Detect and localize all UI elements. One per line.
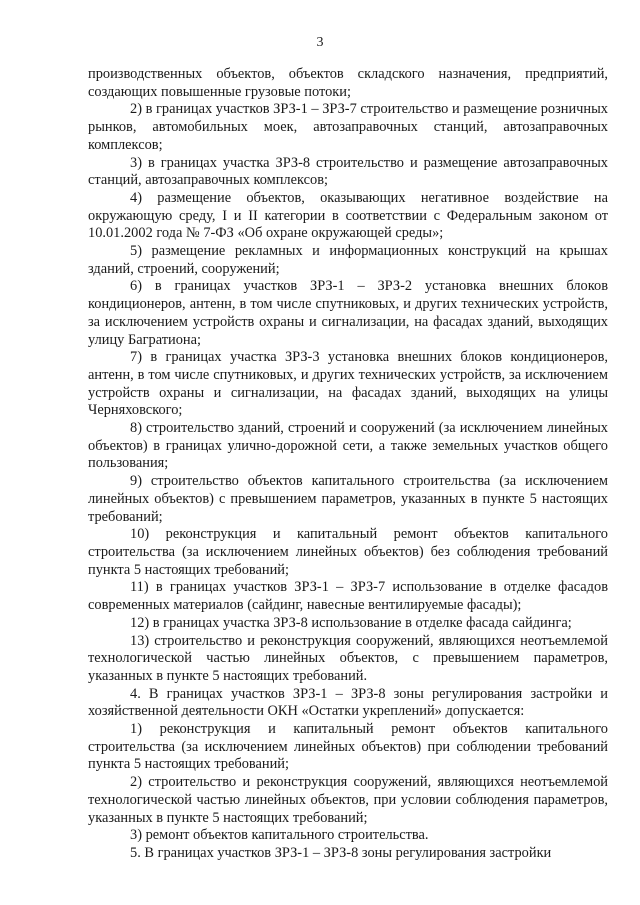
- section-4-item-1: 1) реконструкция и капитальный ремонт объектов капитального строительства (за исключением линейных объектов) при соблюдении требований пункта 5 настоящих требований;: [88, 721, 608, 773]
- paragraph-continuation: производственных объектов, объектов складского назначения, предприятий, создающих повышенные грузовые потоки;: [88, 66, 608, 100]
- list-item-7: 7) в границах участка ЗРЗ-3 установка внешних блоков кондиционеров, антенн, в том числе спутниковых, и других технических устройств, за исключением устройств охраны и сигнализации, на фасадах зданий, выходящих на улицы Черняховского;: [88, 349, 608, 419]
- list-item-4: 4) размещение объектов, оказывающих негативное воздействие на окружающую среду, I и II категории в соответствии с Федеральным законом от 10.01.2002 года № 7-ФЗ «Об охране окружающей среды»;: [88, 189, 608, 242]
- list-item-12: 12) в границах участка ЗРЗ-8 использование в отделке фасада сайдинга;: [130, 614, 572, 631]
- list-item-5: 5) размещение рекламных и информационных конструкций на крышах зданий, строений, сооружений;: [88, 243, 608, 277]
- page-number: 3: [316, 35, 324, 50]
- list-item-8: 8) строительство зданий, строений и сооружений (за исключением линейных объектов) в границах улично-дорожной сети, а также земельных участков общего пользования;: [88, 420, 608, 472]
- list-item-9: 9) строительство объектов капитального строительства (за исключением линейных объектов) с превышением параметров, указанных в пункте 5 настоящих требований;: [88, 473, 608, 525]
- section-4-heading-paragraph: 4. В границах участков ЗРЗ-1 – ЗРЗ-8 зоны регулирования застройки и хозяйственной деятельности ОКН «Остатки укреплений» допускается:: [88, 685, 608, 720]
- document-body: [88, 66, 608, 863]
- section-4-item-3: 3) ремонт объектов капитального строительства.: [130, 827, 429, 844]
- section-5-paragraph: 5. В границах участков ЗРЗ-1 – ЗРЗ-8 зоны регулирования застройки: [130, 844, 552, 861]
- list-item-6: 6) в границах участков ЗРЗ-1 – ЗРЗ-2 установка внешних блоков кондиционеров, антенн, в том числе спутниковых, и других технических устройств, за исключением устройств охраны и сигнализации, на фасадах зданий, выходящих улицу Багратиона;: [88, 278, 608, 348]
- list-item-11: 11) в границах участков ЗРЗ-1 – ЗРЗ-7 использование в отделке фасадов современных материалов (сайдинг, навесные вентилируемые фасады);: [88, 579, 608, 614]
- list-item-13: 13) строительство и реконструкция сооружений, являющихся неотъемлемой технологической частью линейных объектов, с превышением параметров, указанных в пункте 5 настоящих требований.: [88, 632, 608, 684]
- list-item-2: 2) в границах участков ЗРЗ-1 – ЗРЗ-7 строительство и размещение розничных рынков, автомобильных моек, автозаправочных станций, автозаправочных комплексов;: [88, 101, 608, 153]
- list-item-10: 10) реконструкция и капитальный ремонт объектов капитального строительства (за исключением линейных объектов) без соблюдения требований пункта 5 настоящих требований;: [88, 526, 608, 578]
- section-4-item-2: 2) строительство и реконструкция сооружений, являющихся неотъемлемой технологической частью линейных объектов, при условии соблюдения параметров, указанных в пункте 5 настоящих требований;: [88, 774, 608, 826]
- list-item-3: 3) в границах участка ЗРЗ-8 строительство и размещение автозаправочных станций, автозаправочных комплексов;: [88, 154, 608, 189]
